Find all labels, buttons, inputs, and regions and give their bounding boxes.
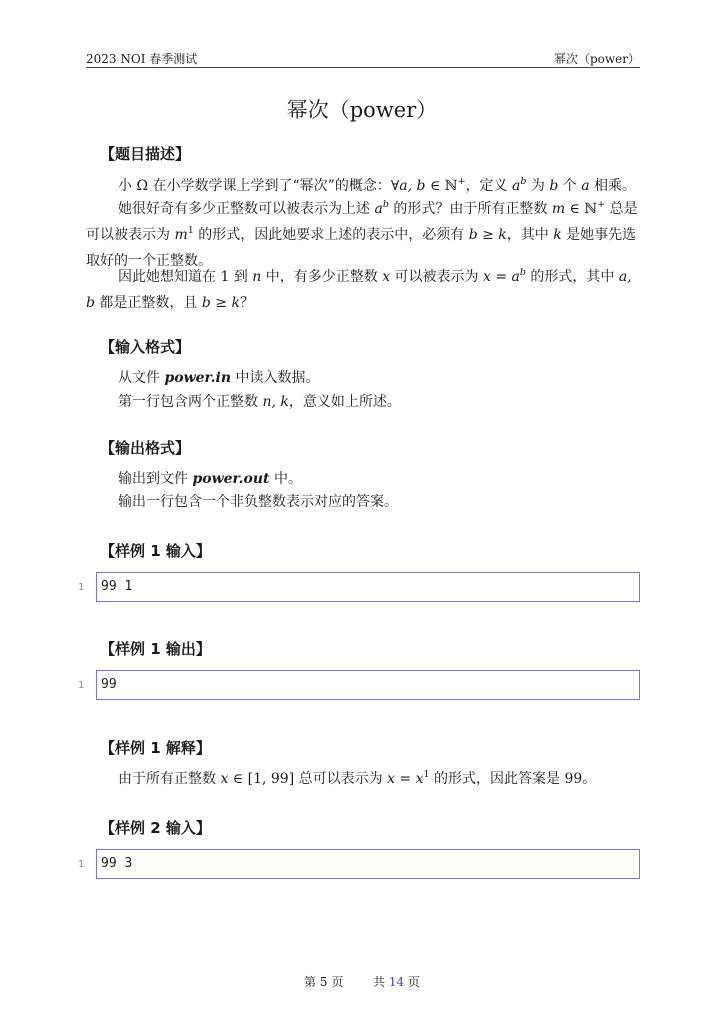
code-line: 99 (101, 677, 117, 692)
input-filename: power.in (164, 370, 232, 386)
code-line-number: 1 (78, 582, 85, 593)
sample2-input-code-block[interactable] (96, 849, 640, 879)
output-format-line-1: 输出到文件 power.out 中。 (118, 471, 302, 487)
total-pages-link[interactable]: 14 (388, 975, 405, 989)
input-format-line-1: 从文件 power.in 中读入数据。 (118, 370, 320, 386)
header-left: 2023 NOI 春季测试 (86, 52, 198, 66)
header-rule (86, 67, 640, 68)
current-page-number: 5 (319, 975, 328, 989)
page-footer: 第 5 页 共 14 页 (304, 975, 420, 989)
section-sample1-output-heading: 【样例 1 输出】 (100, 640, 211, 658)
section-sample2-input-heading: 【样例 2 输入】 (100, 819, 211, 837)
header-right: 幂次（power） (553, 52, 640, 66)
output-format-line-2: 输出一行包含一个非负整数表示对应的答案。 (118, 494, 398, 510)
input-format-line-2: 第一行包含两个正整数 n, k，意义如上所述。 (118, 394, 401, 410)
description-paragraph-3: 因此她想知道在 1 到 n 中，有多少正整数 x 可以被表示为 $x = a^b$ 的形式，其中 a, b 都是正整数，且 b ≥ k？ (86, 267, 632, 311)
description-paragraph-2: 她很好奇有多少正整数可以被表示为上述 $a^b$ 的形式？由于所有正整数 m ∈ ℕ+ 总是可以被表示为 $m^1$ 的形式，因此她要求上述的表示中，必须有 b ≥ k，其中 k 是她事先选取好的一个正整数。 (86, 199, 638, 269)
section-output-format-heading: 【输出格式】 (100, 439, 191, 457)
sample1-output-code-block[interactable] (96, 670, 640, 700)
section-input-format-heading: 【输入格式】 (100, 338, 191, 356)
sample1-explanation: 由于所有正整数 x ∈ [1, 99] 总可以表示为 $x = x^1$ 的形式，因此答案是 99。 (118, 769, 597, 787)
section-description-heading: 【题目描述】 (100, 145, 191, 163)
page-title: 幂次（power） (286, 98, 438, 122)
section-sample1-explain-heading: 【样例 1 解释】 (100, 739, 211, 757)
code-line-number: 1 (78, 680, 85, 691)
description-paragraph-1: 小 Ω 在小学数学课上学到了“幂次”的概念：∀a, b ∈ ℕ+，定义 $a^b$ 为 b 个 a 相乘。 (118, 176, 637, 194)
code-line: 99 1 (101, 579, 133, 594)
code-line-number: 1 (78, 859, 85, 870)
code-line: 99 3 (101, 856, 133, 871)
sample1-input-code-block[interactable] (96, 572, 640, 602)
section-sample1-input-heading: 【样例 1 输入】 (100, 542, 211, 560)
output-filename: power.out (192, 471, 270, 487)
